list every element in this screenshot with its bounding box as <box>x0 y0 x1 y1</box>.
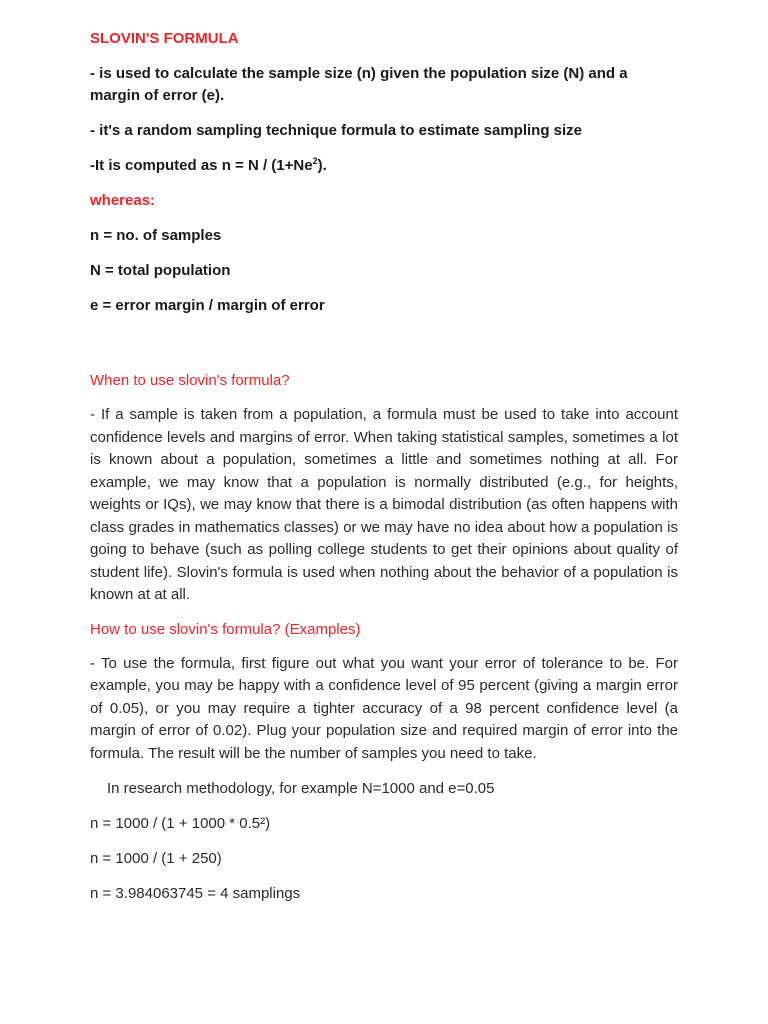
intro-line-1: - is used to calculate the sample size (n) given the population size (N) and a margin of error (e). <box>90 65 628 104</box>
when-heading: When to use slovin's formula? <box>90 372 290 389</box>
definition-e: e = error margin / margin of error <box>90 297 325 314</box>
intro-line-2: - it's a random sampling technique formula to estimate sampling size <box>90 122 582 139</box>
definition-N: N = total population <box>90 262 231 279</box>
definition-n: n = no. of samples <box>90 227 222 244</box>
how-body: - To use the formula, first figure out what you want your error of tolerance to be. For example, you may be happy with a confidence level of 95 percent (giving a margin error of 0.05), or you may require a tighter accuracy of a 98 percent confidence level (a margin of error of 0.02). Plug your population size and required margin of error into the formula. The result will be the number of samples you need to take. <box>90 654 678 762</box>
example-step-2: n = 1000 / (1 + 250) <box>90 850 222 867</box>
section-spacer <box>90 330 678 370</box>
example-intro: In research methodology, for example N=1000 and e=0.05 <box>107 780 495 797</box>
formula-exponent: 2 <box>312 156 318 166</box>
formula-prefix: -It is computed as n = N / (1+Ne <box>90 157 313 174</box>
page-title: SLOVIN'S FORMULA <box>90 30 239 47</box>
when-body: - If a sample is taken from a population, a formula must be used to take into account confidence levels and margins of error. When taking statistical samples, sometimes a lot is known about a population, sometimes a little and sometimes nothing at all. For example, we may know that a population is normally distributed (e.g., for heights, weights or IQs), we may know that there is a bimodal distribution (as often happens with class grades in mathematics classes) or we may have no idea about how a population is going to behave (such as polling college students to get their opinions about quality of student life). Slovin's formula is used when nothing about the behavior of a population is known at at all. <box>90 406 678 603</box>
whereas-label: whereas: <box>90 192 156 209</box>
example-step-1: n = 1000 / (1 + 1000 * 0.5²) <box>90 815 271 832</box>
formula-line <box>90 155 678 177</box>
formula-suffix: ). <box>317 157 327 174</box>
how-heading: How to use slovin's formula? (Examples) <box>90 620 361 638</box>
example-step-3: n = 3.984063745 = 4 samplings <box>90 885 301 902</box>
